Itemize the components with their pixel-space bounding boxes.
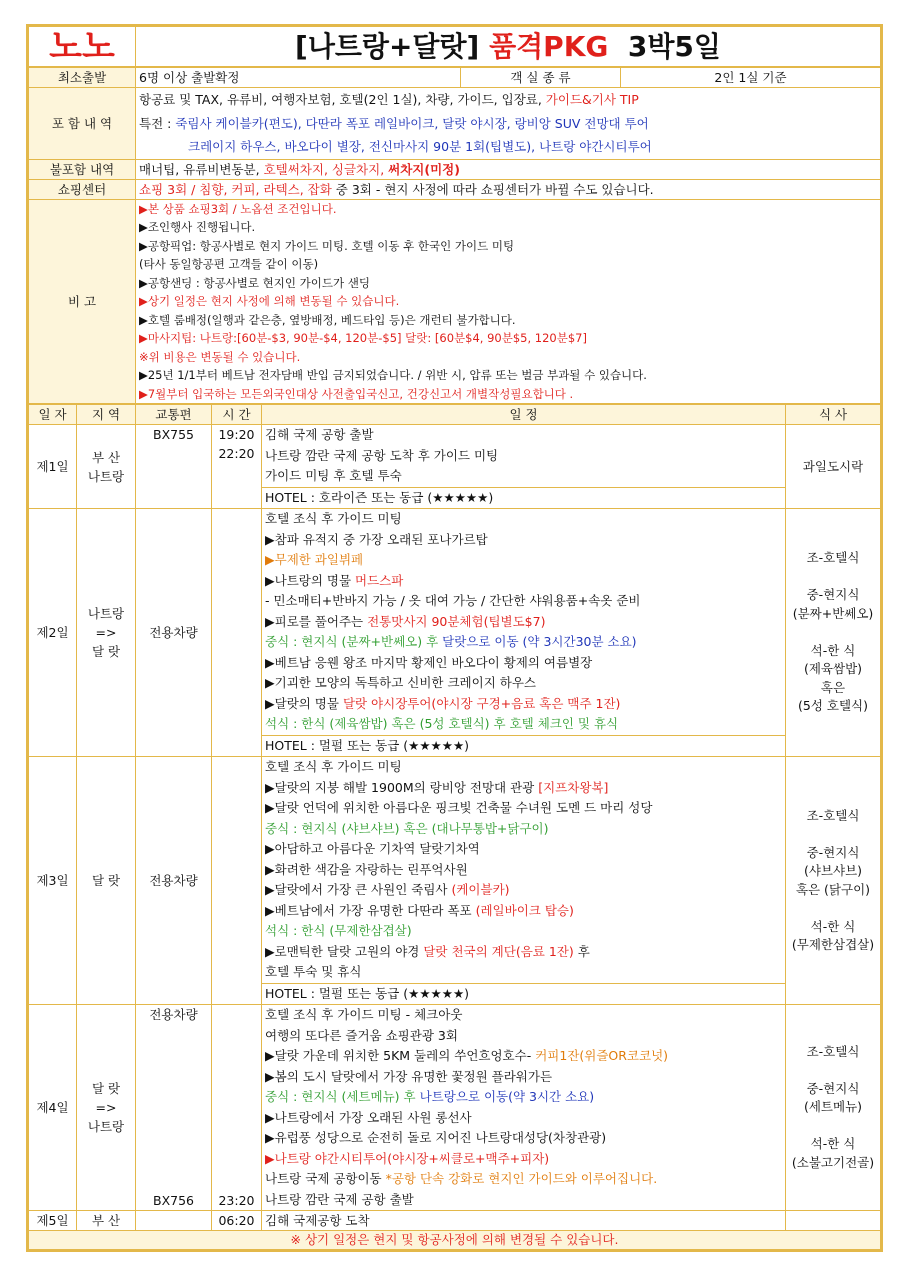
day-time: 23:20	[212, 1005, 262, 1211]
shopping-label: 쇼핑센터	[29, 179, 136, 199]
room-type-label: 객 실 종 류	[461, 68, 621, 88]
day-itinerary: 호텔 조식 후 가이드 미팅 ▶참파 유적지 중 가장 오래된 포나가르탑 ▶무제한 과일뷔페 ▶나트랑의 명물 머드스파 - 민소매티+반바지 가능 / 옷 대여 가능 / 간단한 샤워용품+속옷 준비 ▶피로를 풀어주는 전통맛사지 90분체험(팁별도$7) 중식 : 현지식 (분짜+반쎄오) 후 달랏으로 이동 (약 3시간30분 소요) ▶베트남 응웬 왕조 마지막 황제인 바오다이 황제의 여름별장 ▶기괴한 모양의 독특하고 신비한 크레이지 하우스 ▶달랏의 명물 달랏 야시장투어(야시장 구경+음료 혹은 맥주 1잔) 석식 : 한식 (제육쌈밥) 혹은 (5성 호텔식) 후 호텔 체크인 및 휴식 HOTEL : 멀펄 또는 동급 (★★★★★)	[262, 509, 786, 757]
day-time	[212, 509, 262, 757]
col-time: 시 간	[212, 405, 262, 425]
day-meal: 과일도시락	[786, 425, 881, 509]
day-label: 제1일	[29, 425, 77, 509]
day-label: 제5일	[29, 1211, 77, 1231]
day-itinerary: 김해 국제공항 도착	[262, 1211, 786, 1231]
remarks-label: 비 고	[29, 199, 136, 404]
day-transport: 전용차량	[136, 509, 212, 757]
day-transport	[136, 1211, 212, 1231]
day-itinerary: 호텔 조식 후 가이드 미팅 ▶달랏의 지붕 해발 1900M의 랑비앙 전망대 관광 [지프차왕복] ▶달랏 언덕에 위치한 아름다운 핑크빛 건축물 수녀원 도멘 드 마리 성당 중식 : 현지식 (샤브샤브) 혹은 (대나무통밥+닭구이) ▶아담하고 아름다운 기차역 달랏기차역 ▶화려한 색감을 자랑하는 린푸억사원 ▶달랏에서 가장 큰 사원인 죽림사 (케이블카) ▶베트남에서 가장 유명한 다딴라 폭포 (레일바이크 탑승) 석식 : 한식 (무제한삼겹살) ▶로맨틱한 달랏 고원의 야경 달랏 천국의 계단(음료 1잔) 후 호텔 투숙 및 휴식 HOTEL : 멀펄 또는 동급 (★★★★★)	[262, 757, 786, 1005]
room-type-value: 2인 1실 기준	[621, 68, 881, 88]
day-transport: 전용차량	[136, 757, 212, 1005]
day-row-5	[29, 1211, 881, 1231]
day-itinerary: 김해 국제 공항 출발 나트랑 깜란 국제 공항 도착 후 가이드 미팅 가이드 미팅 후 호텔 투숙 HOTEL : 호라이즌 또는 동급 (★★★★★)	[262, 425, 786, 509]
day-label: 제2일	[29, 509, 77, 757]
day-transport: BX755	[136, 425, 212, 509]
day-region: 부 산	[77, 1211, 136, 1231]
day-row-1	[29, 425, 881, 509]
itinerary-sheet	[26, 24, 883, 1252]
info-table	[28, 67, 881, 404]
min-departure-value: 6명 이상 출발확정	[136, 68, 461, 88]
hotel-info: HOTEL : 호라이즌 또는 동급 (★★★★★)	[262, 487, 785, 509]
col-meal: 식 사	[786, 405, 881, 425]
day-meal: 조-호텔식 중-현지식 (분짜+반쎄오) 석-한 식 (제육쌈밥) 혹은 (5성 호텔식)	[786, 509, 881, 757]
exclusions-content: 매너팁, 유류비변동분, 호텔써차지, 싱글차지, 써차지(미정)	[136, 159, 881, 179]
hotel-info: HOTEL : 멀펄 또는 동급 (★★★★★)	[262, 735, 785, 757]
day-time	[212, 757, 262, 1005]
schedule-table	[28, 404, 881, 1250]
col-region: 지 역	[77, 405, 136, 425]
day-row-4	[29, 1005, 881, 1211]
inclusions-content: 항공료 및 TAX, 유류비, 여행자보험, 호텔(2인 1실), 차량, 가이드, 입장료, 가이드&기사 TIP 특전 : 죽림사 케이블카(편도), 다딴라 폭포 레일바이크, 달랏 야시장, 랑비앙 SUV 전망대 투어 크레이지 하우스, 바오다이 별장, 전신마사지 90분 1회(팁별도), 나트랑 야간시티투어	[136, 88, 881, 160]
day-row-2	[29, 509, 881, 757]
day-time: 19:20 22:20	[212, 425, 262, 509]
day-meal: 조-호텔식 중-현지식 (세트메뉴) 석-한 식 (소불고기전골)	[786, 1005, 881, 1211]
min-departure-label: 최소출발	[29, 68, 136, 88]
exclusions-label: 불포함 내역	[29, 159, 136, 179]
brand-logo: 노노	[29, 27, 136, 67]
day-time: 06:20	[212, 1211, 262, 1231]
col-day: 일 자	[29, 405, 77, 425]
day-region: 나트랑 => 달 랏	[77, 509, 136, 757]
footer-notice: ※ 상기 일정은 현지 및 항공사정에 의해 변경될 수 있습니다.	[29, 1231, 881, 1250]
day-itinerary: 호텔 조식 후 가이드 미팅 - 체크아웃 여행의 또다른 즐거움 쇼핑관광 3회 ▶달랏 가운데 위치한 5KM 둘레의 쑤언흐엉호수- 커피1잔(위즐OR코코넛) ▶봄의 도시 달랏에서 가장 유명한 꽃정원 플라워가든 중식 : 현지식 (세트메뉴) 후 나트랑으로 이동(약 3시간 소요) ▶나트랑에서 가장 오래된 사원 롱선사 ▶유럽풍 성당으로 순전히 돌로 지어진 나트랑대성당(차창관광) ▶나트랑 야간시티투어(야시장+씨클로+맥주+피자) 나트랑 국제 공항이동 *공항 단속 강화로 현지인 가이드와 이루어집니다. 나트랑 깜란 국제 공항 출발	[262, 1005, 786, 1211]
col-transport: 교통편	[136, 405, 212, 425]
day-meal	[786, 1211, 881, 1231]
header-table	[28, 26, 881, 67]
day-row-3	[29, 757, 881, 1005]
day-meal: 조-호텔식 중-현지식 (샤브샤브) 혹은 (닭구이) 석-한 식 (무제한삼겹살)	[786, 757, 881, 1005]
day-transport: 전용차량 BX756	[136, 1005, 212, 1211]
day-label: 제3일	[29, 757, 77, 1005]
remarks-content: ▶본 상품 쇼핑3회 / 노옵션 조건입니다. ▶조인행사 진행됩니다. ▶공항픽업: 항공사별로 현지 가이드 미팅. 호텔 이동 후 한국인 가이드 미팅 (타사 동일항공편 고객들 같이 이동) ▶공항샌딩 : 항공사별로 현지인 가이드가 샌딩 ▶상기 일정은 현지 사정에 의해 변동될 수 있습니다. ▶호텔 룸배정(일행과 같은층, 옆방배정, 베드타입 등)은 개런티 불가합니다. ▶마사지팁: 나트랑:[60분-$3, 90분-$4, 120분-$5] 달랏: [60분$4, 90분$5, 120분$7] ※위 비용은 변동될 수 있습니다. ▶25년 1/1부터 베트남 전자담배 반입 금지되었습니다. / 위반 시, 압류 또는 벌금 부과될 수 있습니다. ▶7월부터 입국하는 모든외국인대상 사전출입국신고, 건강신고서 개별작성필요합니다 .	[136, 199, 881, 404]
day-region: 달 랏 => 나트랑	[77, 1005, 136, 1211]
shopping-content: 쇼핑 3회 / 침향, 커피, 라텍스, 잡화 중 3회 - 현지 사정에 따라 쇼핑센터가 바뀔 수도 있습니다.	[136, 179, 881, 199]
hotel-info: HOTEL : 멀펄 또는 동급 (★★★★★)	[262, 983, 785, 1005]
inclusions-label: 포 함 내 역	[29, 88, 136, 160]
col-itinerary: 일 정	[262, 405, 786, 425]
day-region: 달 랏	[77, 757, 136, 1005]
day-label: 제4일	[29, 1005, 77, 1211]
day-region: 부 산 나트랑	[77, 425, 136, 509]
page-title: [나트랑+달랏] 품격PKG 3박5일	[136, 27, 881, 67]
